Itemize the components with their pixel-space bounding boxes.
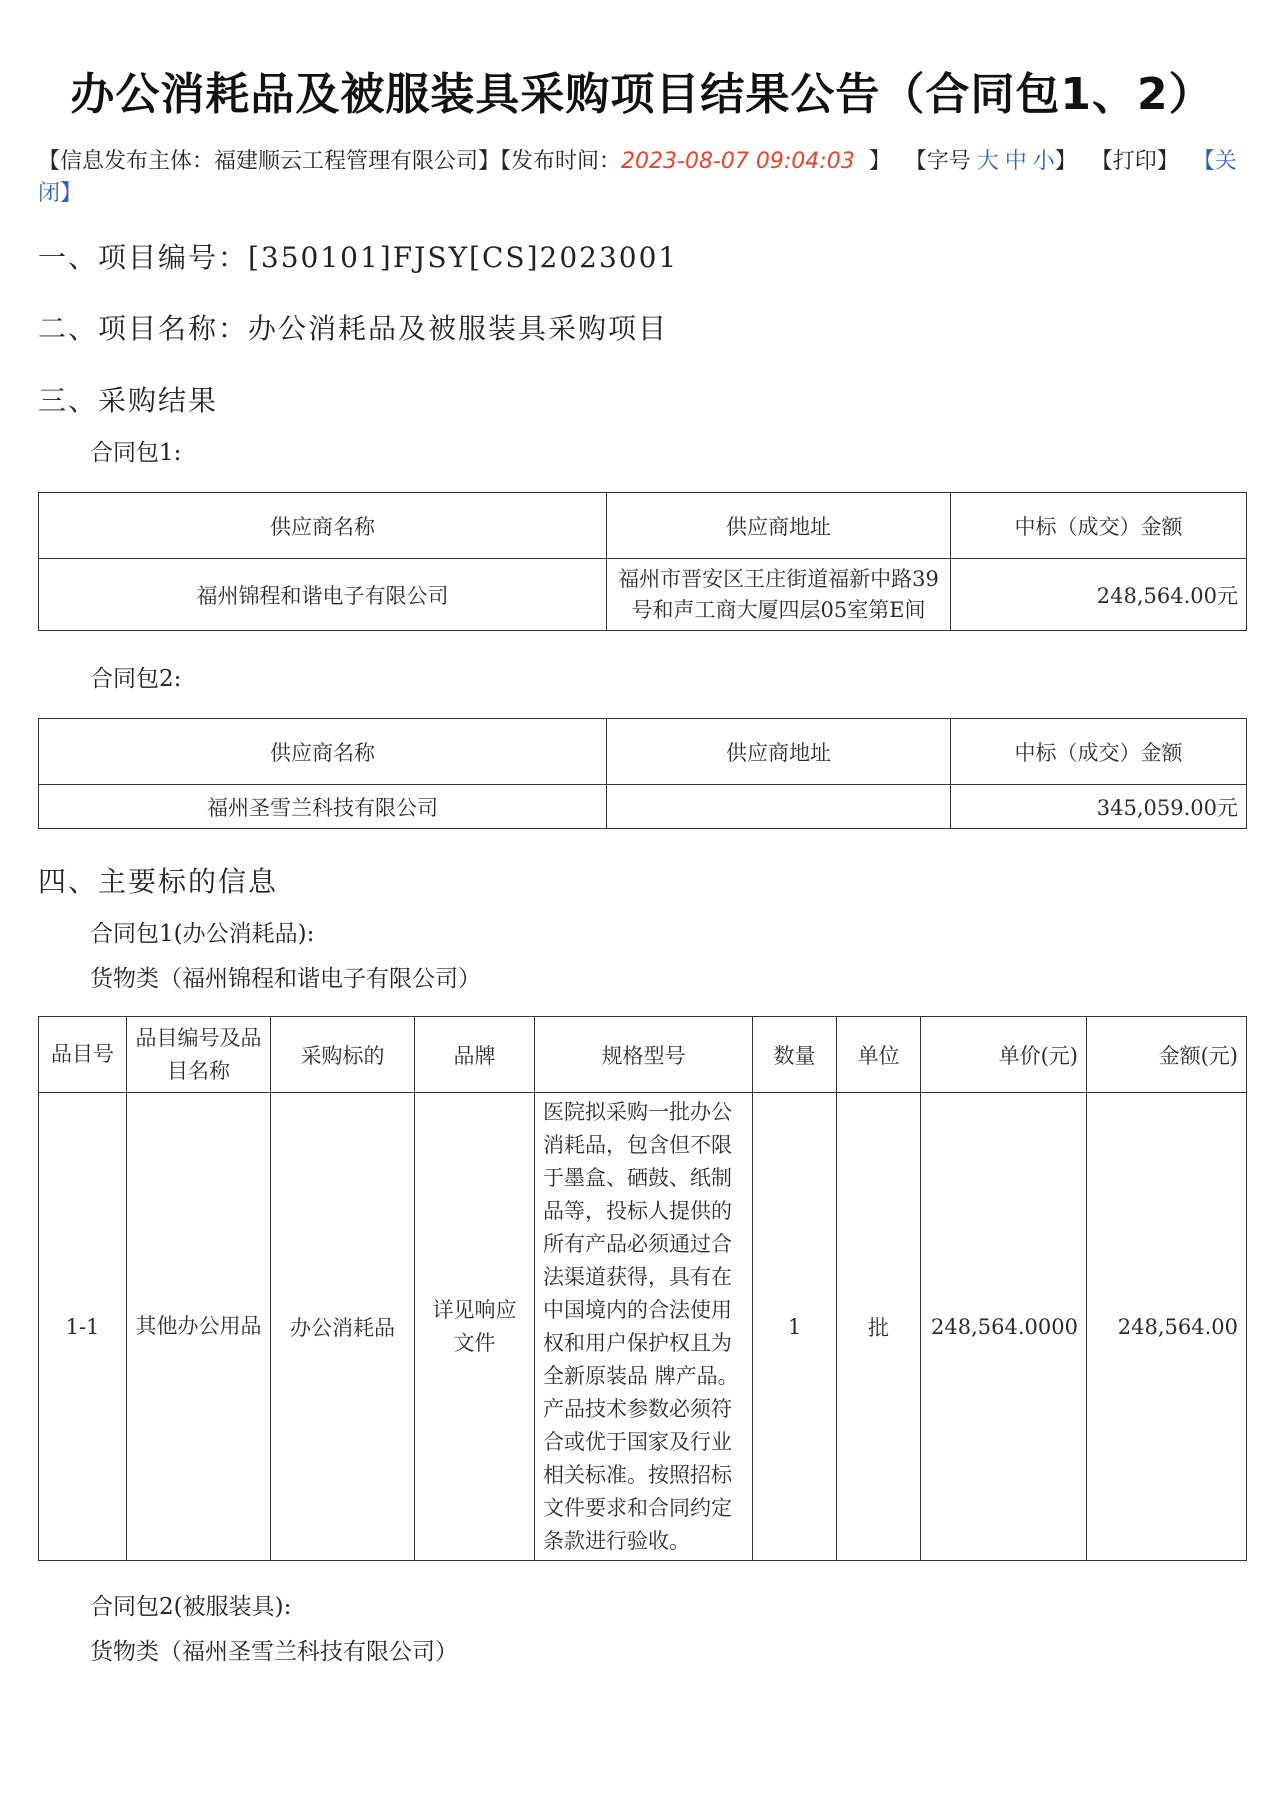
items1-table	[38, 1016, 1247, 1561]
font-size-label: 【字号	[904, 149, 971, 174]
table-header-row	[39, 1017, 1247, 1093]
items2-label: 合同包2(被服装具):	[90, 1594, 292, 1620]
header-supplier-name: 供应商名称	[39, 719, 607, 785]
item-amount: 248,564.00	[1087, 1093, 1247, 1561]
header-spec: 规格型号	[535, 1017, 753, 1093]
items1-category: 货物类（福州锦程和谐电子有限公司）	[90, 966, 481, 992]
header-supplier-address: 供应商地址	[607, 493, 951, 559]
table-header-row	[39, 493, 1247, 559]
header-target: 采购标的	[271, 1017, 415, 1093]
item-brand: 详见响应文件	[415, 1093, 535, 1561]
header-amount: 中标（成交）金额	[951, 719, 1247, 785]
table-row	[39, 559, 1247, 631]
section-main-items: 四、主要标的信息	[38, 865, 279, 898]
font-small-link[interactable]: 小	[1032, 149, 1055, 174]
package1-label: 合同包1:	[90, 440, 182, 466]
item-unit: 批	[837, 1093, 921, 1561]
package1-table	[38, 492, 1247, 631]
font-medium-link[interactable]: 中	[1004, 149, 1027, 174]
header-qty: 数量	[753, 1017, 837, 1093]
section-results: 三、采购结果	[38, 384, 219, 417]
items1-label: 合同包1(办公消耗品):	[90, 921, 315, 947]
publish-time-value: 2023-08-07 09:04:03	[621, 149, 855, 174]
info-bar: 【信息发布主体：福建顺云工程管理有限公司】【发布时间：2023-08-07 09:04:03 】 【字号 大 中 小】 【打印】 【关闭】	[38, 149, 1237, 206]
supplier-name: 福州锦程和谐电子有限公司	[39, 559, 607, 631]
close-link[interactable]: 【关闭】	[38, 149, 1237, 206]
item-target: 办公消耗品	[271, 1093, 415, 1561]
header-brand: 品牌	[415, 1017, 535, 1093]
section-project-number: 一、项目编号：[350101]FJSY[CS]2023001	[38, 241, 679, 274]
items2-category: 货物类（福州圣雪兰科技有限公司）	[90, 1639, 458, 1665]
item-spec: 医院拟采购一批办公消耗品，包含但不限于墨盒、硒鼓、纸制品等，投标人提供的所有产品必须通过合法渠道获得，具有在中国境内的合法使用权和用户保护权且为全新原装品 牌产品。产品技术参数必须符合或优于国家及行业相关标准。按照招标文件要求和合同约定条款进行验收。	[535, 1093, 753, 1561]
header-supplier-name: 供应商名称	[39, 493, 607, 559]
package2-label: 合同包2:	[90, 666, 182, 692]
header-price: 单价(元)	[921, 1017, 1087, 1093]
font-large-link[interactable]: 大	[976, 149, 999, 174]
header-unit: 单位	[837, 1017, 921, 1093]
item-qty: 1	[753, 1093, 837, 1561]
supplier-address	[607, 785, 951, 829]
header-item-no: 品目号	[39, 1017, 127, 1093]
item-no: 1-1	[39, 1093, 127, 1561]
header-supplier-address: 供应商地址	[607, 719, 951, 785]
header-amount: 金额(元)	[1087, 1017, 1247, 1093]
publisher-info: 【信息发布主体：福建顺云工程管理有限公司】	[38, 149, 501, 174]
item-price: 248,564.0000	[921, 1093, 1087, 1561]
award-amount: 345,059.00元	[951, 785, 1247, 829]
supplier-address: 福州市晋安区王庄街道福新中路39号和声工商大厦四层05室第E间	[607, 559, 951, 631]
item-name: 其他办公用品	[127, 1093, 271, 1561]
publish-time-label: 【发布时间：	[500, 149, 622, 174]
award-amount: 248,564.00元	[951, 559, 1247, 631]
section-project-name: 二、项目名称：办公消耗品及被服装具采购项目	[38, 312, 669, 345]
table-header-row	[39, 719, 1247, 785]
header-item-name: 品目编号及品目名称	[127, 1017, 271, 1093]
package2-table	[38, 718, 1247, 829]
supplier-name: 福州圣雪兰科技有限公司	[39, 785, 607, 829]
print-link[interactable]: 【打印】	[1090, 149, 1179, 174]
header-amount: 中标（成交）金额	[951, 493, 1247, 559]
page-title: 办公消耗品及被服装具采购项目结果公告（合同包1、2）	[70, 69, 1214, 120]
table-row	[39, 1093, 1247, 1561]
table-row	[39, 785, 1247, 829]
